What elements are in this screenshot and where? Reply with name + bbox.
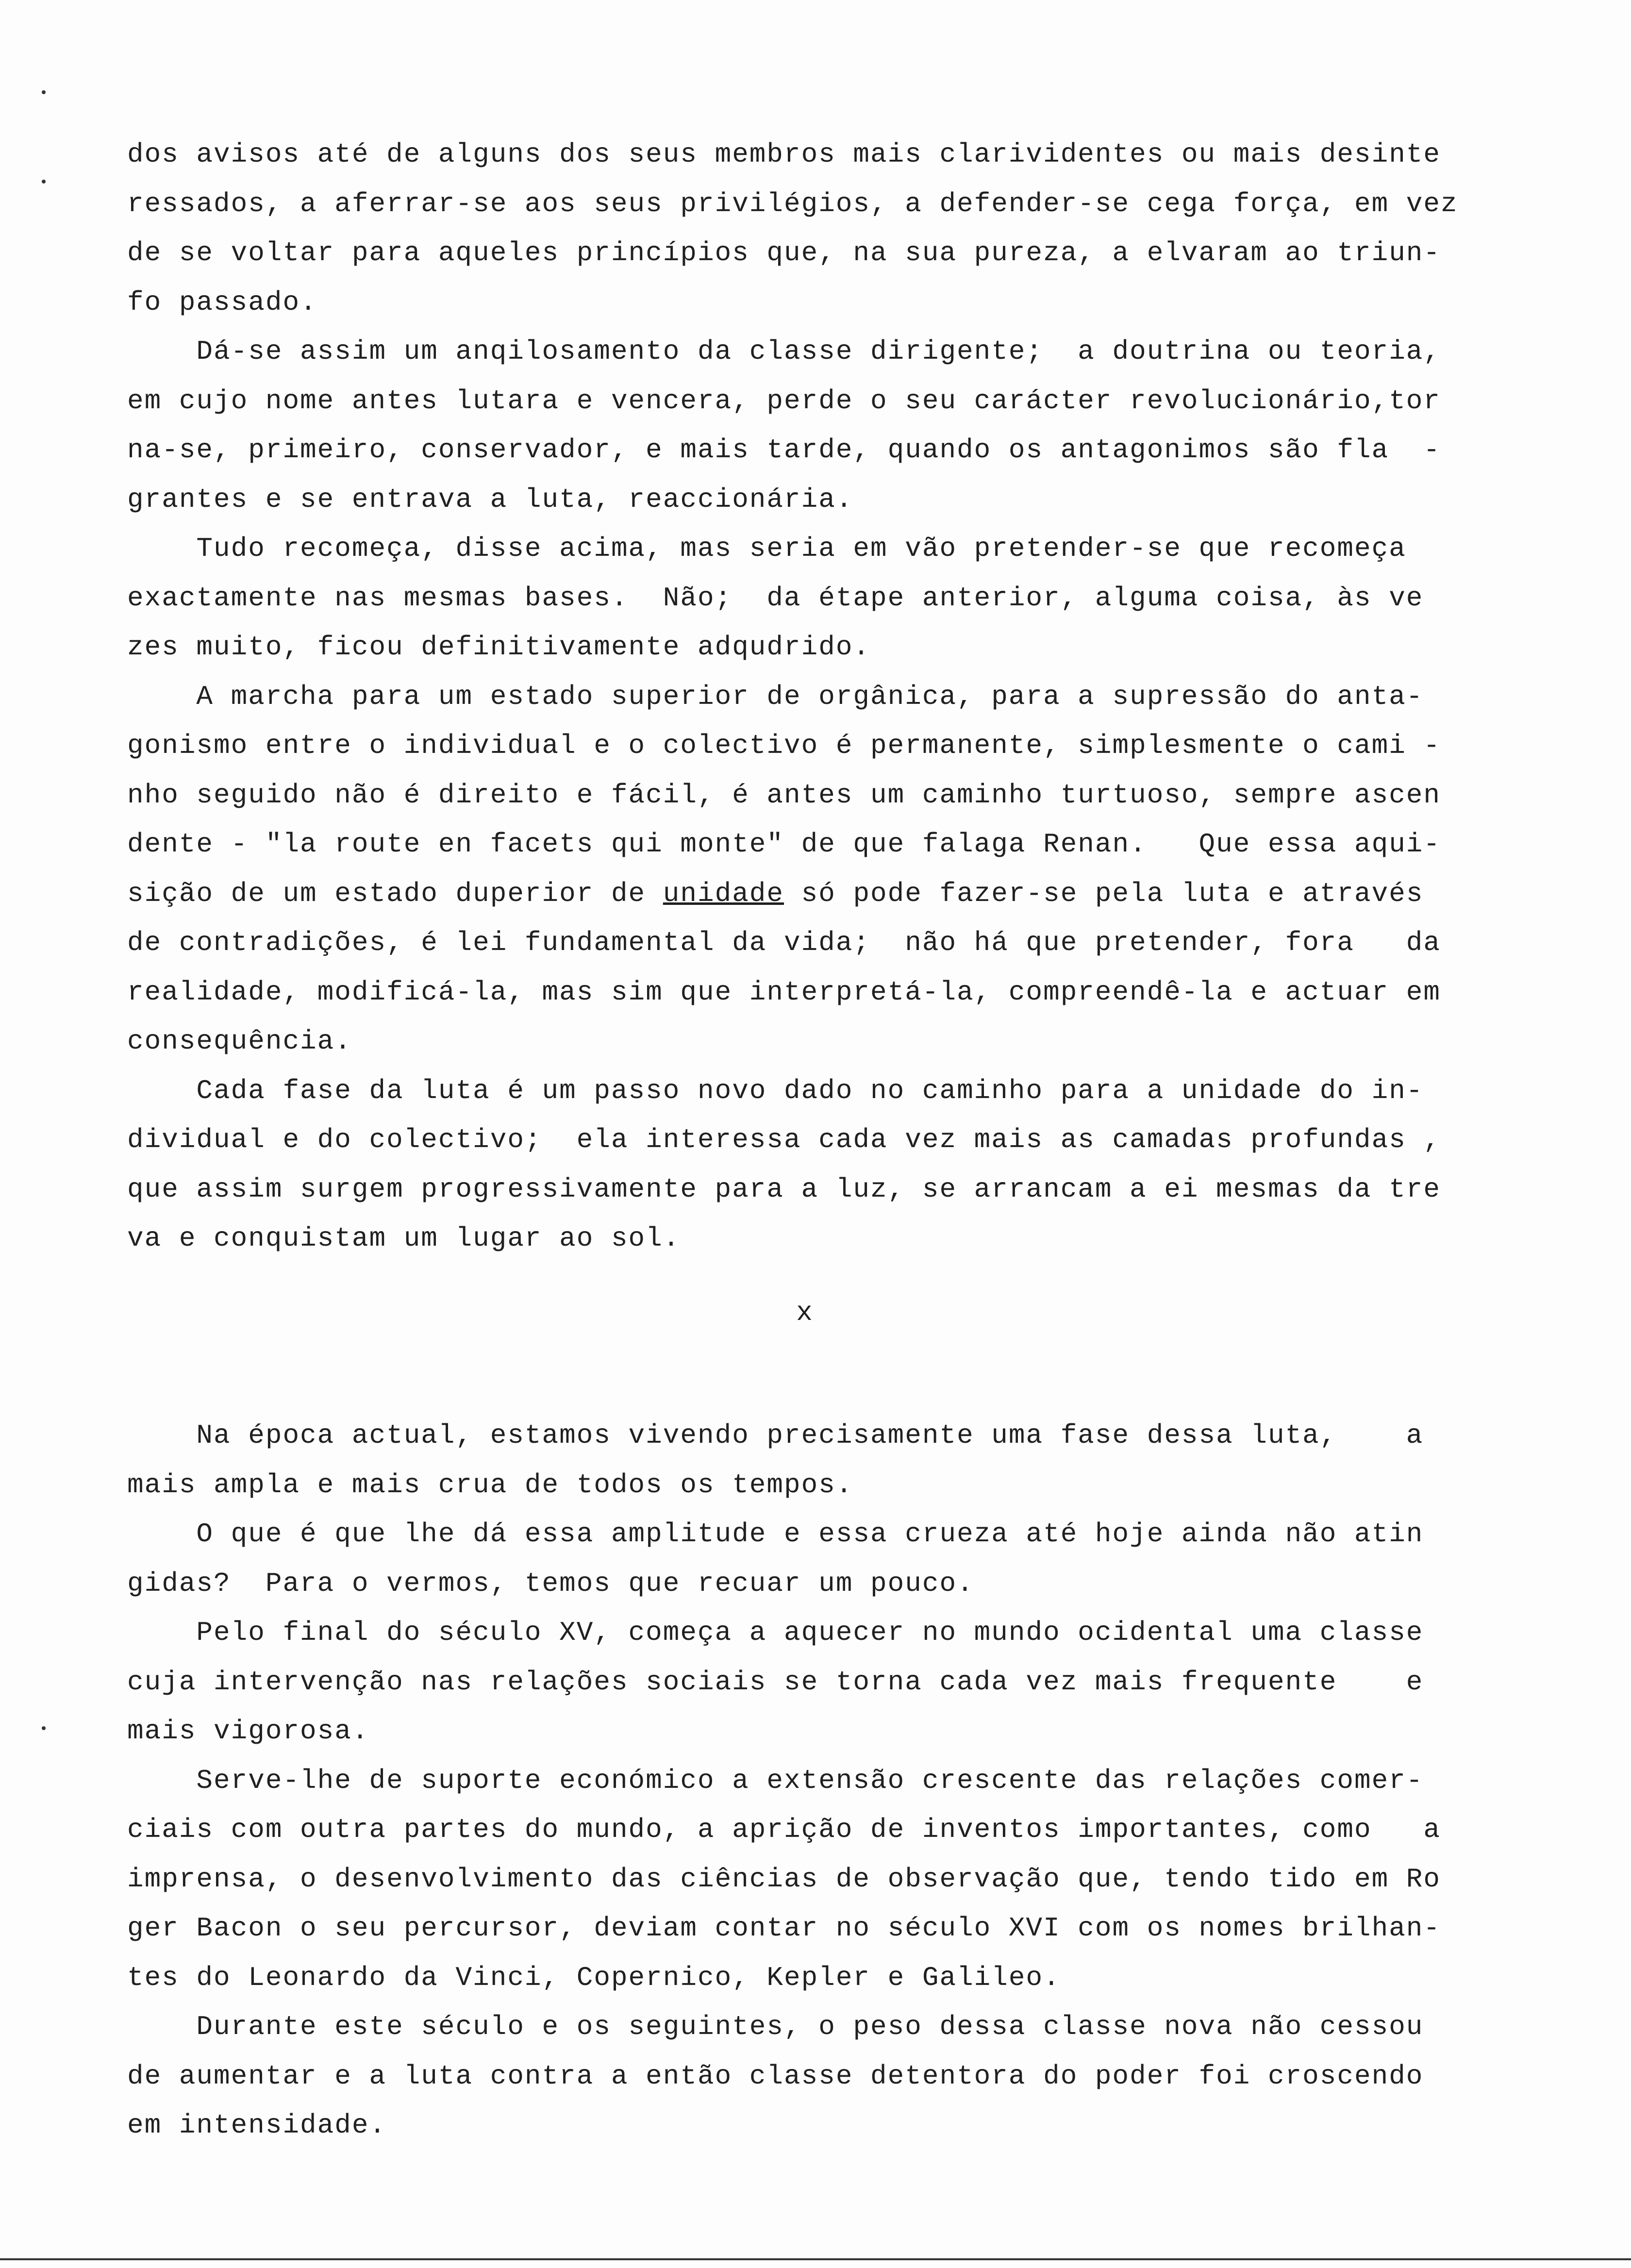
blank-line (127, 1362, 1481, 1412)
text-line: gidas? Para o vermos, temos que recuar um pouco. (127, 1568, 974, 1599)
text-line: ciais com outra partes do mundo, a aprição de inventos importantes, como a (127, 1814, 1441, 1845)
text-line: em cujo nome antes lutara e vencera, perde o seu carácter revolucionário,tor (127, 385, 1441, 417)
text-line: dividual e do colectivo; ela interessa cada vez mais as camadas profundas , (127, 1124, 1441, 1155)
margin-speck (42, 180, 46, 183)
text-line: nho seguido não é direito e fácil, é antes um caminho turtuoso, sempre ascen (127, 779, 1441, 811)
text-line: Na época actual, estamos vivendo precisamente uma fase dessa luta, a (127, 1420, 1424, 1451)
text-line: fo passado. (127, 286, 317, 318)
text-line: que assim surgem progressivamente para a luz, se arrancam a ei mesmas da tre (127, 1173, 1441, 1205)
underlined-word: unidade (663, 878, 784, 909)
text-line: Tudo recomeça, disse acima, mas seria em vão pretender-se que recomeça (127, 533, 1406, 564)
text-line: gonismo entre o individual e o colectivo é permanente, simplesmente o cami - (127, 730, 1441, 761)
text-line: Pelo final do século XV, começa a aquecer no mundo ocidental uma classe (127, 1617, 1424, 1648)
text-line: ressados, a aferrar-se aos seus privilégios, a defender-se cega força, em vez (127, 188, 1458, 219)
text-line: Durante este século e os seguintes, o peso dessa classe nova não cessou (127, 2011, 1424, 2042)
text-line: grantes e se entrava a luta, reaccionária. (127, 484, 853, 515)
text-line: de se voltar para aqueles princípios que, na sua pureza, a elvaram ao triun- (127, 237, 1441, 268)
text-line: dente - "la route en facets qui monte" de que falaga Renan. Que essa aqui- (127, 829, 1441, 860)
text-line: A marcha para um estado superior de orgânica, para a supressão do anta- (127, 681, 1424, 712)
text-line: zes muito, ficou definitivamente adqudrido. (127, 632, 871, 663)
text-line: ger Bacon o seu percursor, deviam contar no século XVI com os nomes brilhan- (127, 1913, 1441, 1944)
text-line: mais ampla e mais crua de todos os tempos. (127, 1469, 853, 1501)
text-line: Cada fase da luta é um passo novo dado no caminho para a unidade do in- (127, 1075, 1424, 1106)
text-line: Dá-se assim um anqilosamento da classe dirigente; a doutrina ou teoria, (127, 336, 1441, 367)
text-line: na-se, primeiro, conservador, e mais tarde, quando os antagonimos são fla - (127, 434, 1441, 466)
text-line: dos avisos até de alguns dos seus membros mais clarividentes ou mais desinte (127, 139, 1441, 170)
text-line: mais vigorosa. (127, 1716, 369, 1747)
text-line: tes do Leonardo da Vinci, Copernico, Kepler e Galileo. (127, 1962, 1061, 1993)
text-line: realidade, modificá-la, mas sim que interpretá-la, compreendê-la e actuar em (127, 976, 1441, 1008)
text-line: imprensa, o desenvolvimento das ciências de observação que, tendo tido em Ro (127, 1863, 1441, 1895)
text-line: cuja intervenção nas relações sociais se torna cada vez mais frequente e (127, 1666, 1424, 1698)
text-line: em intensidade. (127, 2110, 387, 2141)
text-line: exactamente nas mesmas bases. Não; da étape anterior, alguma coisa, às ve (127, 582, 1424, 614)
text-line: O que é que lhe dá essa amplitude e essa crueza até hoje ainda não atin (127, 1518, 1424, 1550)
text-line: Serve-lhe de suporte económico a extensão crescente das relações comer- (127, 1765, 1424, 1796)
text-line: sição de um estado duperior de unidade só pode fazer-se pela luta e através (127, 878, 1424, 909)
margin-speck (42, 90, 46, 94)
text-line: va e conquistam um lugar ao sol. (127, 1223, 681, 1254)
text-line: de aumentar e a luta contra a então classe detentora do poder foi croscendo (127, 2060, 1424, 2092)
margin-speck (42, 1726, 46, 1730)
section-separator: x (796, 1297, 813, 1328)
text-line: consequência. (127, 1026, 352, 1057)
text-line: de contradições, é lei fundamental da vida; não há que pretender, fora da (127, 927, 1441, 958)
scan-bottom-edge (0, 2258, 1631, 2260)
body-text (127, 130, 1481, 2151)
